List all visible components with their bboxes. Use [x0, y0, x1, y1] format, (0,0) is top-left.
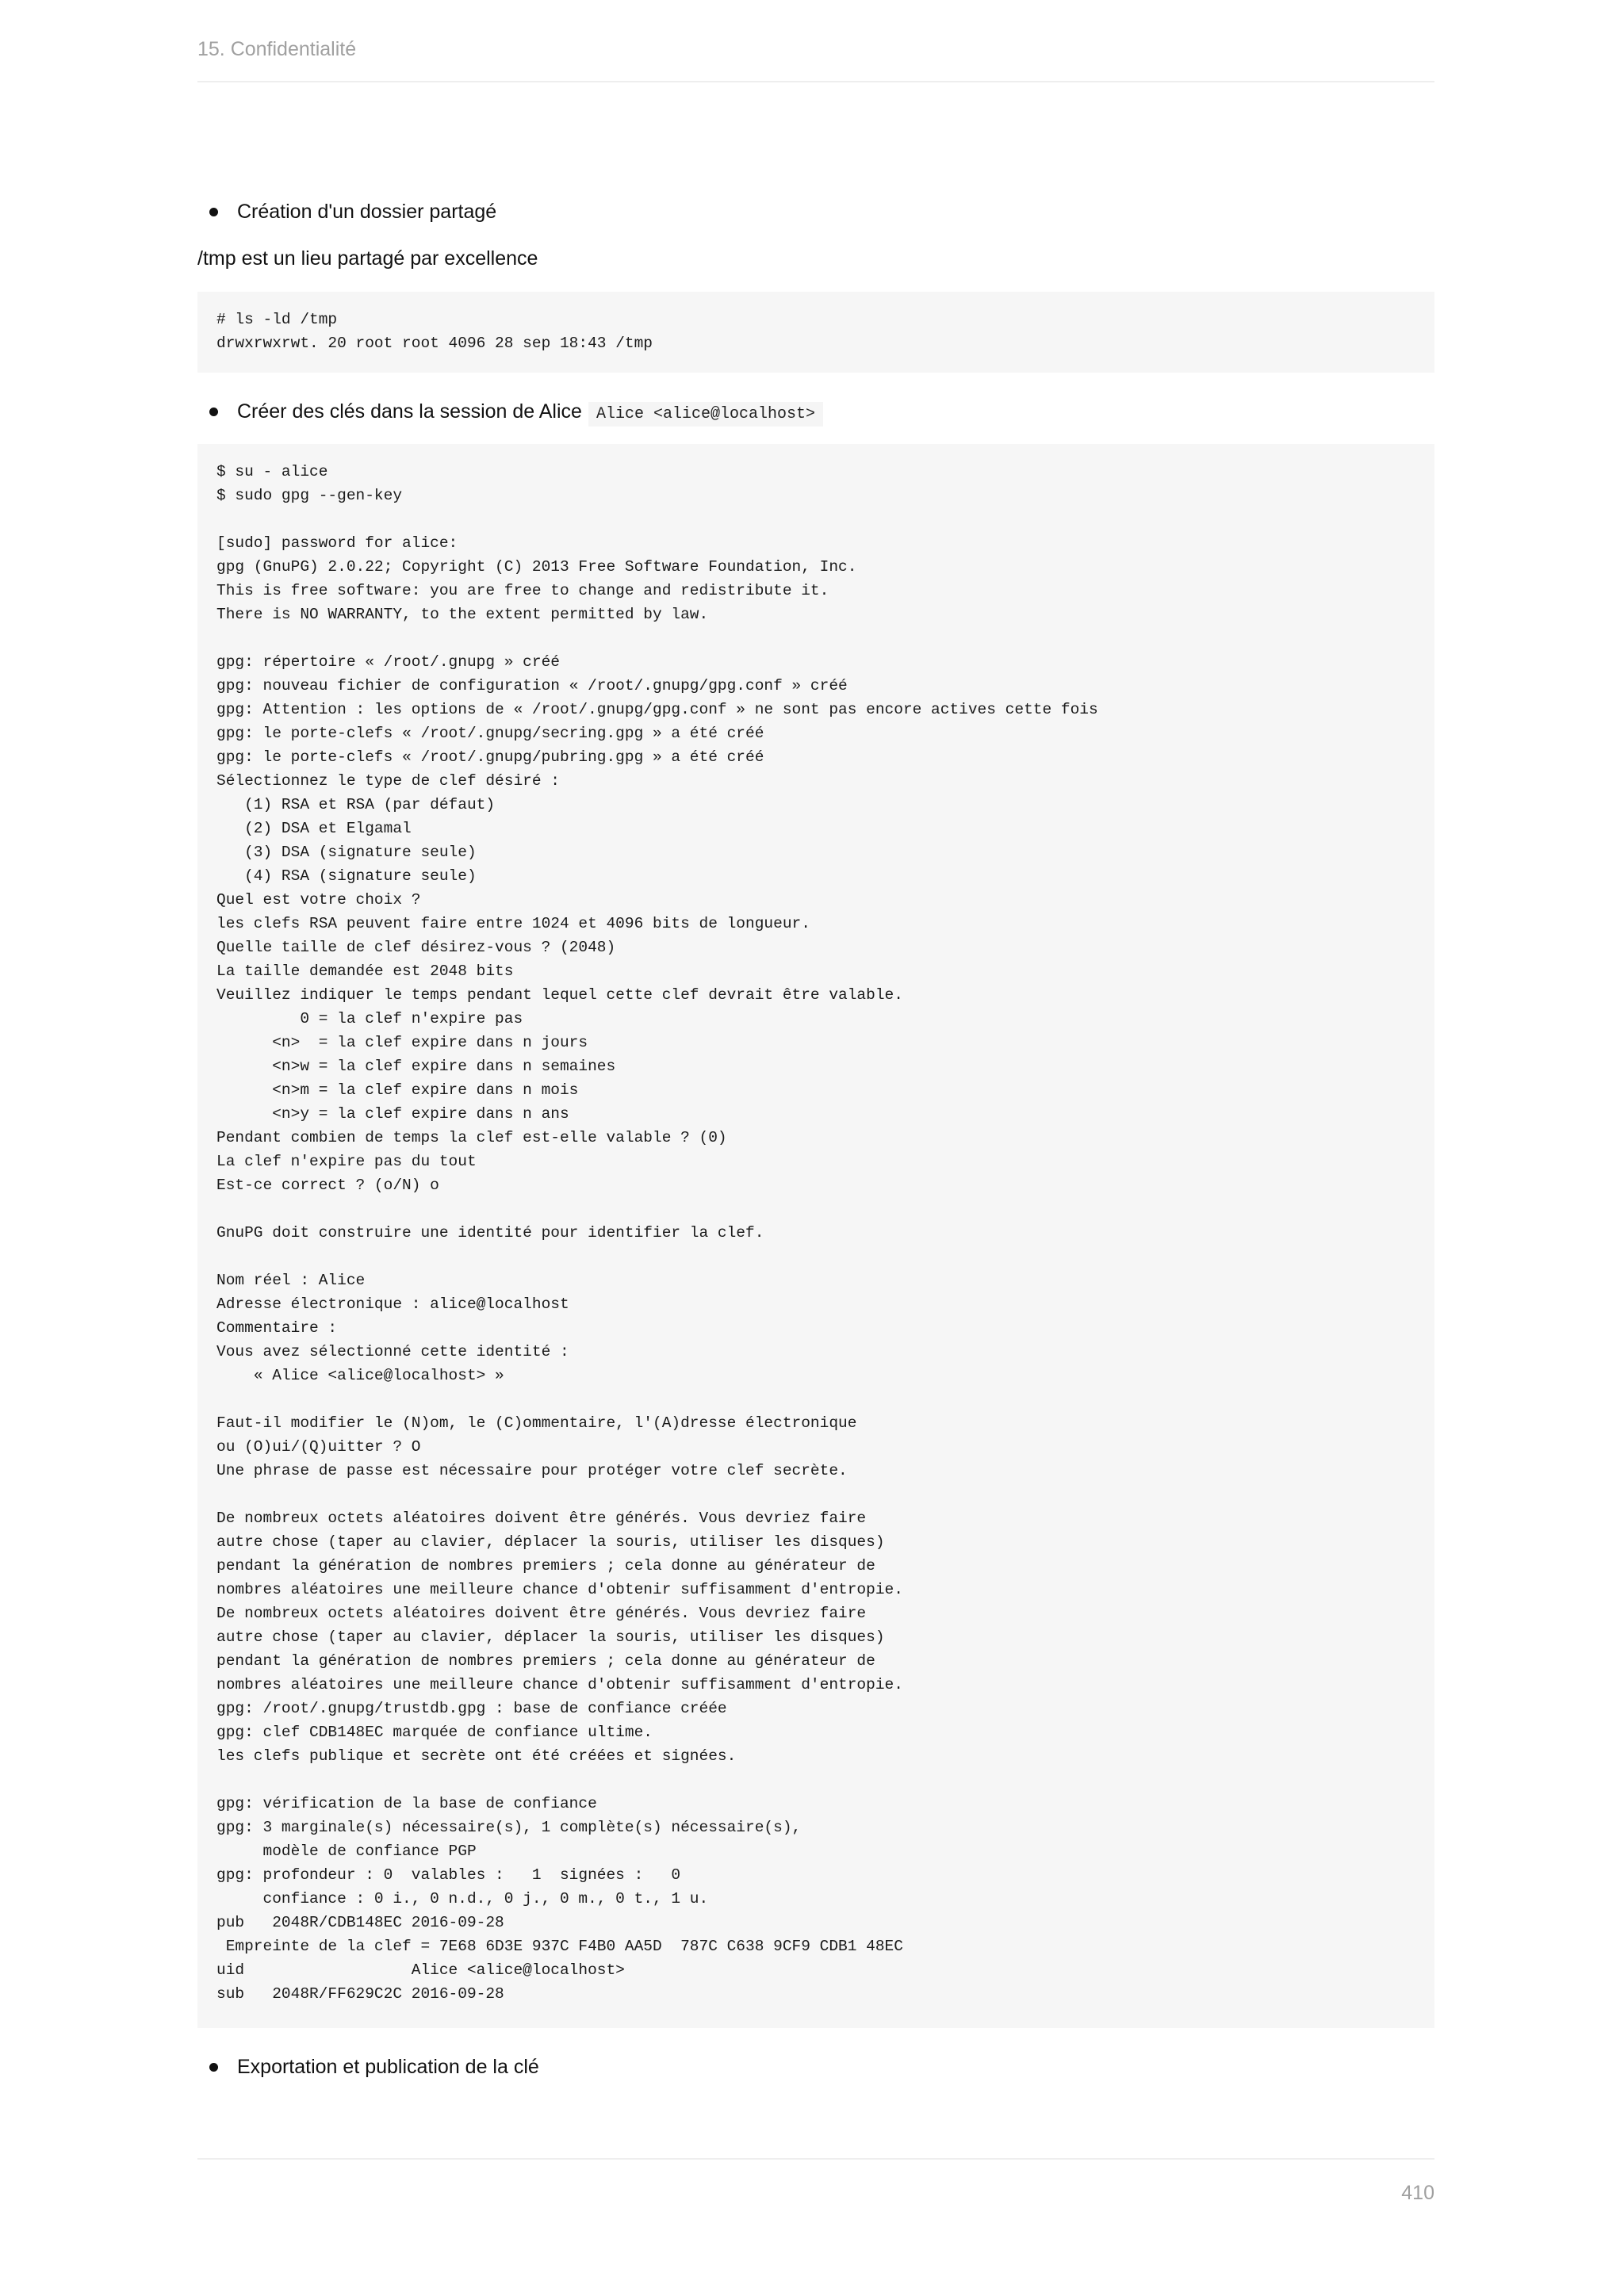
list-item-label: Créer des clés dans la session de Alice	[237, 400, 582, 423]
list-item-export	[197, 2053, 1434, 2080]
inline-code-identity: Alice <alice@localhost>	[588, 402, 823, 427]
list-item-create-keys	[197, 398, 1434, 425]
list-item-text: Création d'un dossier partagé	[237, 201, 497, 223]
code-block-ls-tmp: # ls -ld /tmp drwxrwxrwt. 20 root root 4096 28 sep 18:43 /tmp	[197, 292, 1434, 373]
bullet-icon	[209, 2063, 218, 2072]
code-block-gen-key: $ su - alice $ sudo gpg --gen-key [sudo] password for alice: gpg (GnuPG) 2.0.22; Copyright (C) 2013 Free Software Foundation, Inc. This is free software: you are free to change and redistribute it. There is NO WARRANTY, to the extent permitted by law. gpg: répertoire « /root/.gnupg » créé gpg: nouveau fichier de configuration « /root/.gnupg/gpg.conf » créé gpg: Attention : les options de « /root/.gnupg/gpg.conf » ne sont pas encore actives cette fois gpg: le porte-clefs « /root/.gnupg/secring.gpg » a été créé gpg: le porte-clefs « /root/.gnupg/pubring.gpg » a été créé Sélectionnez le type de clef désiré : (1) RSA et RSA (par défaut) (2) DSA et Elgamal (3) DSA (signature seule) (4) RSA (signature seule) Quel est votre choix ? les clefs RSA peuvent faire entre 1024 et 4096 bits de longueur. Quelle taille de clef désirez-vous ? (2048) La taille demandée est 2048 bits Veuillez indiquer le temps pendant lequel cette clef devrait être valable. 0 = la clef n'expire pas <n> = la clef expire dans n jours <n>w = la clef expire dans n semaines <n>m = la clef expire dans n mois <n>y = la clef expire dans n ans Pendant combien de temps la clef est-elle valable ? (0) La clef n'expire pas du tout Est-ce correct ? (o/N) o GnuPG doit construire une identité pour identifier la clef. Nom réel : Alice Adresse électronique : alice@localhost Commentaire : Vous avez sélectionné cette identité : « Alice <alice@localhost> » Faut-il modifier le (N)om, le (C)ommentaire, l'(A)dresse électronique ou (O)ui/(Q)uitter ? O Une phrase de passe est nécessaire pour protéger votre clef secrète. De nombreux octets aléatoires doivent être générés. Vous devriez faire autre chose (taper au clavier, déplacer la souris, utiliser les disques) pendant la génération de nombres premiers ; cela donne au générateur de nombres aléatoires une meilleure chance d'obtenir suffisamment d'entropie. De nombreux octets aléatoires doivent être générés. Vous devriez faire autre chose (taper au clavier, déplacer la souris, utiliser les disques) pendant la génération de nombres premiers ; cela donne au générateur de nombres aléatoires une meilleure chance d'obtenir suffisamment d'entropie. gpg: /root/.gnupg/trustdb.gpg : base de confiance créée gpg: clef CDB148EC marquée de confiance ultime. les clefs publique et secrète ont été créées et signées. gpg: vérification de la base de confiance gpg: 3 marginale(s) nécessaire(s), 1 complète(s) nécessaire(s), modèle de confiance PGP gpg: profondeur : 0 valables : 1 signées : 0 confiance : 0 i., 0 n.d., 0 j., 0 m., 0 t., 1 u. pub 2048R/CDB148EC 2016-09-28 Empreinte de la clef = 7E68 6D3E 937C F4B0 AA5D 787C C638 9CF9 CDB1 48EC uid Alice <alice@localhost> sub 2048R/FF629C2C 2016-09-28	[197, 444, 1434, 2028]
page-footer	[197, 2158, 1434, 2223]
tmp-paragraph: /tmp est un lieu partagé par excellence	[197, 247, 538, 270]
page-header	[197, 36, 1434, 82]
bullet-icon	[209, 208, 218, 216]
list-item-shared-folder	[197, 198, 1434, 225]
chapter-title: 15. Confidentialité	[197, 38, 357, 60]
list-item-text	[237, 398, 823, 428]
page-number: 410	[1401, 2182, 1434, 2204]
bullet-icon	[209, 408, 218, 416]
list-item-text: Exportation et publication de la clé	[237, 2056, 539, 2078]
